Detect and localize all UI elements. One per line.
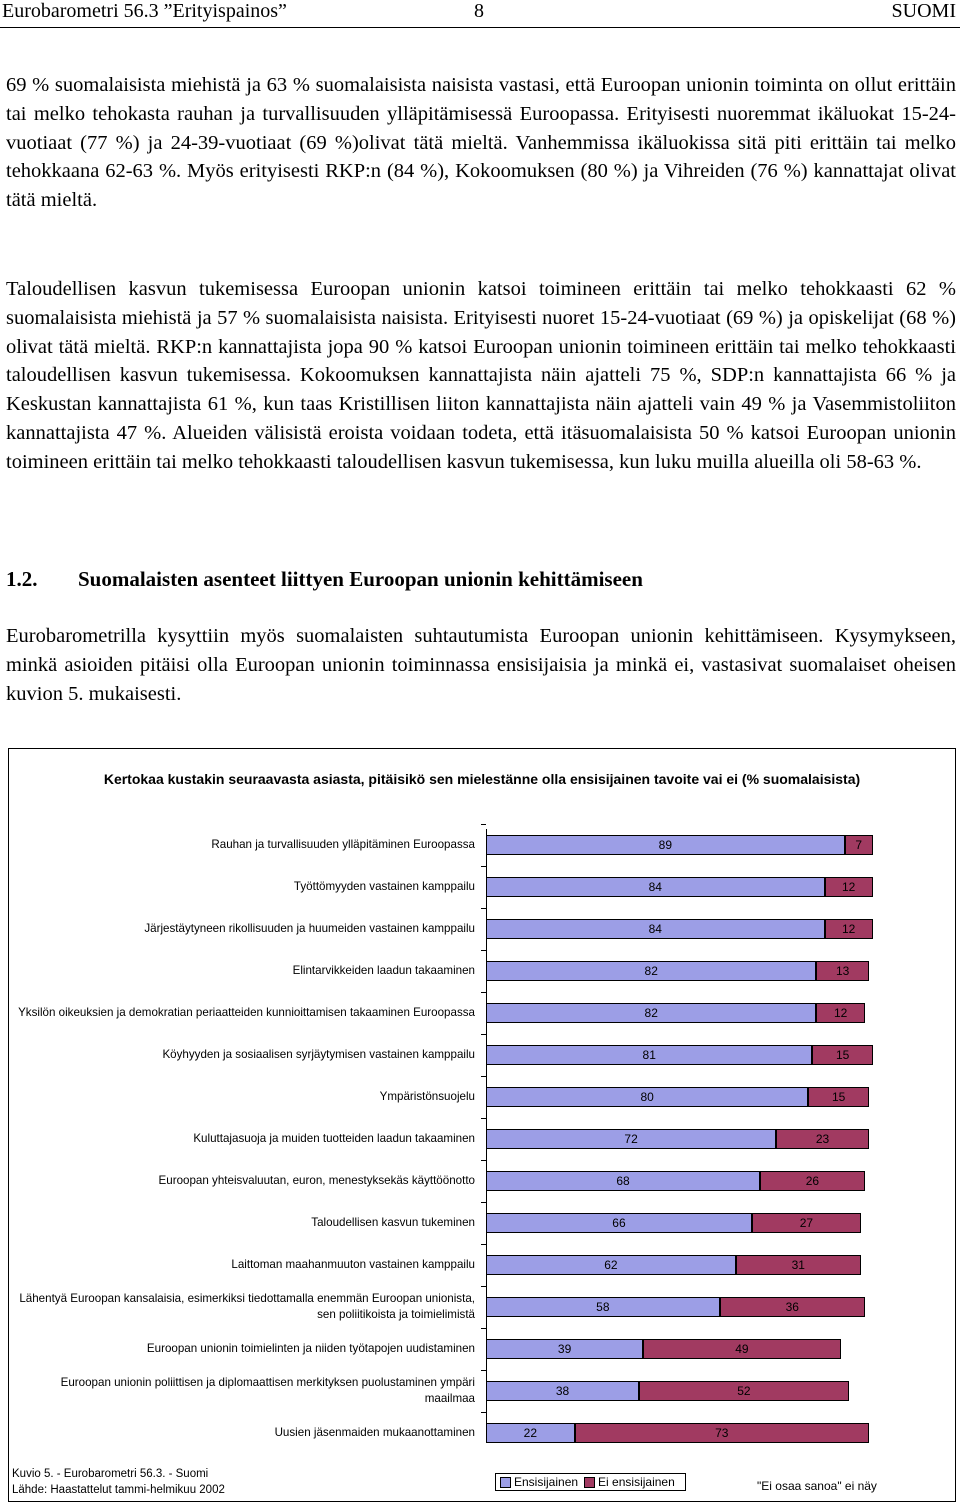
category-label: Työttömyyden vastainen kamppailu xyxy=(293,880,475,893)
section-number: 1.2. xyxy=(6,567,38,591)
paragraph-development-intro: Eurobarometrilla kysyttiin myös suomalaisten suhtautumista Euroopan unionin kehittämiseen. Kysymykseen, minkä asioiden pitäisi olla Euroopan unionin toiminnassa ensisijaisia ja minkä ei, vastasivat suomalaiset oheisen kuvion 5. mukaisesti. xyxy=(6,625,956,705)
value-label-ei-ensisijainen: 49 xyxy=(735,1342,749,1356)
legend-swatch-ensisijainen xyxy=(500,1477,511,1488)
axis-tick xyxy=(481,1286,486,1287)
axis-tick xyxy=(481,1160,486,1161)
page-header xyxy=(0,0,960,24)
axis-tick xyxy=(481,950,486,951)
value-label-ensisijainen: 72 xyxy=(624,1132,638,1146)
category-label: Uusien jäsenmaiden mukaanottaminen xyxy=(274,1426,475,1439)
value-label-ei-ensisijainen: 15 xyxy=(831,1090,846,1104)
category-label: Elintarvikkeiden laadun takaaminen xyxy=(292,964,475,977)
value-label-ensisijainen: 82 xyxy=(644,1006,658,1020)
value-label-ensisijainen: 80 xyxy=(640,1090,654,1104)
category-label: Taloudellisen kasvun tukeminen xyxy=(311,1216,475,1229)
value-label-ei-ensisijainen: 73 xyxy=(715,1426,729,1440)
axis-tick xyxy=(481,1370,486,1371)
value-label-ei-ensisijainen: 15 xyxy=(835,1048,850,1062)
axis-tick xyxy=(481,1328,486,1329)
value-label-ensisijainen: 66 xyxy=(612,1216,626,1230)
category-label: Rauhan ja turvallisuuden ylläpitäminen Euroopassa xyxy=(211,838,475,851)
value-label-ei-ensisijainen: 36 xyxy=(785,1300,799,1314)
value-label-ensisijainen: 82 xyxy=(644,964,658,978)
value-label-ei-ensisijainen: 12 xyxy=(842,922,856,936)
dont-know-note: "Ei osaa sanoa" ei näy xyxy=(757,1479,877,1493)
value-label-ensisijainen: 89 xyxy=(658,838,672,852)
category-label: Euroopan yhteisvaluutan, euron, menestyksekäs käyttöönotto xyxy=(158,1174,475,1187)
paragraph-peace-security: 69 % suomalaisista miehistä ja 63 % suomalaisista naisista vastasi, että Euroopan unionin toiminta on ollut erittäin tai melko tehokasta rauhan ja turvallisuuden ylläpitämisessä Euroopassa. Erityisesti nuoremmat ikäluokat 15-24-vuotiaat (77 %) ja 24-39-vuotiaat (69 %)olivat tätä mieltä. Vanhemmissa ikäluokissa sitä piti erittäin tai melko tehokkaana 62-63 %. Myös erityisesti RKP:n (84 %), Kokoomuksen (80 %) ja Vihreiden (76 %) kannattajat olivat tätä mieltä. xyxy=(6,74,956,212)
value-label-ensisijainen: 38 xyxy=(555,1384,570,1398)
axis-tick xyxy=(481,1118,486,1119)
header-doc-title: Eurobarometri 56.3 ”Erityispainos” xyxy=(2,0,287,22)
category-label: Köyhyyden ja sosiaalisen syrjäytymisen vastainen kamppailu xyxy=(162,1048,475,1061)
header-rule xyxy=(0,27,960,28)
value-label-ensisijainen: 22 xyxy=(523,1426,537,1440)
category-label: Kuluttajasuoja ja muiden tuotteiden laadun takaaminen xyxy=(193,1132,475,1145)
category-label: Lähentyä Euroopan kansalaisia, esimerkiksi tiedottamalla enemmän Euroopan unionista, sen poliitikoista ja toimielimistä xyxy=(19,1292,475,1321)
axis-tick xyxy=(481,908,486,909)
figure-5 xyxy=(8,748,956,1502)
axis-tick xyxy=(481,866,486,867)
value-label-ensisijainen: 84 xyxy=(648,922,662,936)
legend-label-ensisijainen: Ensisijainen xyxy=(514,1475,579,1489)
value-label-ei-ensisijainen: 31 xyxy=(791,1258,805,1272)
category-label: Järjestäytyneen rikollisuuden ja huumeiden vastainen kamppailu xyxy=(144,922,475,935)
value-label-ensisijainen: 68 xyxy=(616,1174,630,1188)
value-label-ei-ensisijainen: 27 xyxy=(799,1216,814,1230)
chart-legend xyxy=(495,1473,686,1491)
legend-item-ei-ensisijainen xyxy=(584,1475,675,1489)
legend-item-ensisijainen xyxy=(500,1475,578,1489)
figure-source xyxy=(12,1466,225,1498)
value-label-ensisijainen: 84 xyxy=(648,880,662,894)
paragraph-economic-growth: Taloudellisen kasvun tukemisessa Euroopan unionin katsoi toimineen erittäin tai melko tehokkaasti 62 % suomalaisista miehistä ja 57 % suomalaisista naisista. Erityisesti nuoret 15-24-vuotiaat (69 %) ja opiskelijat (68 %) olivat tätä mieltä. RKP:n kannattajista jopa 90 % katsoi Euroopan unionin toimineen erittäin tai melko tehokkaasti taloudellisen kasvun tukemisessa. Kokoomuksen kannattajista näin ajatteli 75 %, SDP:n kannattajista 66 % ja Keskustan kannattajista 61 %, kun taas Kristillisen liiton kannattajista näin ajatteli vain 49 % ja Vasemmistoliiton kannattajista 47 %. Alueiden välisistä eroista voidaan todeta, että itäsuomalaisista 50 % katsoi Euroopan unionin toimineen erittäin tai melko tehokkaasti taloudellisen kasvun tukemisessa, kun luku muilla alueilla oli 58-63 %. xyxy=(6,278,956,473)
axis-tick xyxy=(481,1076,486,1077)
value-label-ei-ensisijainen: 26 xyxy=(805,1174,820,1188)
value-label-ensisijainen: 62 xyxy=(604,1258,618,1272)
header-page-number: 8 xyxy=(474,0,484,22)
figure-source-line: Lähde: Haastattelut tammi-helmikuu 2002 xyxy=(12,1484,225,1496)
value-label-ei-ensisijainen: 52 xyxy=(737,1384,751,1398)
axis-tick xyxy=(481,992,486,993)
legend-label-ei-ensisijainen: Ei ensisijainen xyxy=(598,1475,675,1489)
value-label-ensisijainen: 81 xyxy=(642,1048,656,1062)
value-label-ei-ensisijainen: 12 xyxy=(833,1006,848,1020)
chart-title: Kertokaa kustakin seuraavasta asiasta, pitäisikö sen mielestänne olla ensisijainen tavoite vai ei (% suomalaisista) xyxy=(103,771,861,787)
value-label-ei-ensisijainen: 7 xyxy=(855,838,863,852)
axis-tick xyxy=(481,1244,486,1245)
category-label: Ympäristönsuojelu xyxy=(379,1090,475,1103)
category-label: Yksilön oikeuksien ja demokratian periaatteiden kunnioittamisen takaaminen Euroopassa xyxy=(18,1006,475,1019)
legend-swatch-ei-ensisijainen xyxy=(584,1477,595,1488)
category-label: Euroopan unionin toimielinten ja niiden työtapojen uudistaminen xyxy=(146,1342,475,1355)
category-label: Euroopan unionin poliittisen ja diplomaattisen merkityksen puolustaminen ympäri maailmaa xyxy=(60,1376,475,1405)
section-title: Suomalaisten asenteet liittyen Euroopan unionin kehittämiseen xyxy=(78,567,643,591)
value-label-ensisijainen: 58 xyxy=(596,1300,610,1314)
value-label-ei-ensisijainen: 12 xyxy=(842,880,856,894)
axis-tick xyxy=(481,1412,486,1413)
value-label-ei-ensisijainen: 23 xyxy=(815,1132,830,1146)
axis-tick xyxy=(481,824,486,825)
value-label-ensisijainen: 39 xyxy=(557,1342,572,1356)
axis-tick xyxy=(481,1034,486,1035)
axis-tick xyxy=(481,1202,486,1203)
category-label: Laittoman maahanmuuton vastainen kamppailu xyxy=(231,1258,475,1271)
header-country: SUOMI xyxy=(891,0,956,22)
figure-caption: Kuvio 5. - Eurobarometri 56.3. - Suomi xyxy=(12,1468,209,1480)
value-label-ei-ensisijainen: 13 xyxy=(835,964,850,978)
